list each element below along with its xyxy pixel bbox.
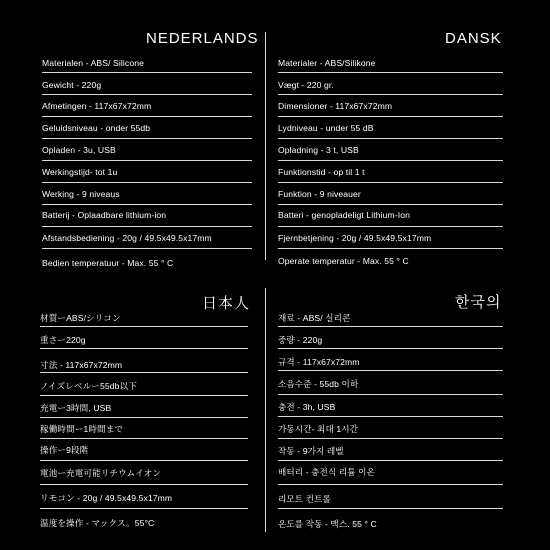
row-divider	[40, 326, 248, 327]
spec-row: Batterij - Oplaadbare lithium-ion	[42, 210, 167, 220]
row-divider	[278, 370, 503, 371]
row-divider	[40, 484, 248, 485]
spec-row: Funktionstid - op til 1 t	[278, 167, 365, 177]
row-divider	[278, 416, 503, 417]
spec-row: 재료 - ABS/ 실리콘	[278, 313, 351, 323]
spec-row: Lydniveau - under 55 dB	[278, 123, 374, 133]
spec-row: 리모트 컨트롤	[278, 494, 331, 504]
spec-row: 電池ー充電可能リチウムイオン	[40, 468, 162, 478]
row-divider	[278, 508, 503, 509]
spec-row: 充電ー3時間, USB	[40, 403, 112, 413]
spec-row: Opladning - 3 t, USB	[278, 145, 359, 155]
row-divider	[278, 326, 503, 327]
spec-row: 稼働時間ー1時間まで	[40, 424, 124, 434]
section-title-dansk: DANSK	[445, 30, 502, 47]
spec-row: Dimensioner - 117x67x72mm	[278, 101, 393, 111]
row-divider	[278, 394, 503, 395]
spec-row: 温度を操作 - マックス。55°C	[40, 518, 155, 528]
row-divider	[40, 372, 248, 373]
spec-row: Werking - 9 niveaus	[42, 189, 120, 199]
spec-row: 소음수준 - 55db 이하	[278, 379, 359, 389]
row-divider	[40, 395, 248, 396]
row-divider	[40, 460, 248, 461]
spec-row: Afmetingen - 117x67x72mm	[42, 101, 152, 111]
section-japanese	[40, 0, 251, 550]
spec-row: Materialen - ABS/ Silicone	[42, 58, 144, 68]
spec-row: リモコン - 20g / 49.5x49.5x17mm	[40, 493, 173, 503]
row-divider	[278, 460, 503, 461]
spec-row: Werkingstijd- tot 1u	[42, 167, 118, 177]
spec-row: 중량 - 220g	[278, 335, 323, 345]
row-divider	[278, 484, 503, 485]
spec-row: 重さー220g	[40, 335, 86, 345]
spec-row: ノイズレベルー55db以下	[40, 381, 137, 391]
row-divider	[40, 348, 248, 349]
spec-row: 操作ー9段階	[40, 445, 89, 455]
spec-row: 작동 - 9가지 레벨	[278, 446, 344, 456]
section-korean	[278, 0, 503, 550]
row-divider	[40, 508, 248, 509]
spec-row: 온도를 작동 - 맥스. 55 ° C	[278, 519, 377, 529]
spec-row: Geluidsniveau - onder 55db	[42, 123, 151, 133]
section-title-japanese: 日本人	[202, 295, 251, 312]
section-title-korean: 한국의	[455, 294, 502, 311]
spec-row: 가동시간- 최대 1시간	[278, 424, 359, 434]
spec-row: 배터리 - 충전식 리튬 이온	[278, 467, 375, 477]
spec-row: Vægt - 220 gr.	[278, 80, 334, 90]
spec-row: Afstandsbediening - 20g / 49.5x49.5x17mm	[42, 233, 212, 243]
spec-row: 材質ーABS/シリコン	[40, 313, 121, 323]
row-divider	[40, 417, 248, 418]
spec-row: Batteri - genopladeligt Lithium-Ion	[278, 210, 411, 220]
row-divider	[278, 438, 503, 439]
spec-row: Materialer - ABS/Silikone	[278, 58, 376, 68]
bottom-vertical-divider	[265, 288, 266, 532]
spec-row: 충전 - 3h, USB	[278, 402, 336, 412]
spec-row: 寸法 - 117x67x72mm	[40, 360, 123, 370]
row-divider	[40, 438, 248, 439]
spec-row: Opladen - 3u, USB	[42, 145, 116, 155]
spec-row: Operate temperatur - Max. 55 ° C	[278, 256, 409, 266]
row-divider	[278, 348, 503, 349]
spec-row: Gewicht - 220g	[42, 80, 102, 90]
spec-row: 규격 - 117x67x72mm	[278, 357, 360, 367]
section-title-nederlands: NEDERLANDS	[146, 30, 259, 47]
spec-row: Funktion - 9 niveauer	[278, 189, 361, 199]
spec-row: Bedien temperatuur - Max. 55 ° C	[42, 258, 174, 268]
top-vertical-divider	[265, 32, 266, 260]
spec-row: Fjernbetjening - 20g / 49.5x49.5x17mm	[278, 233, 432, 243]
